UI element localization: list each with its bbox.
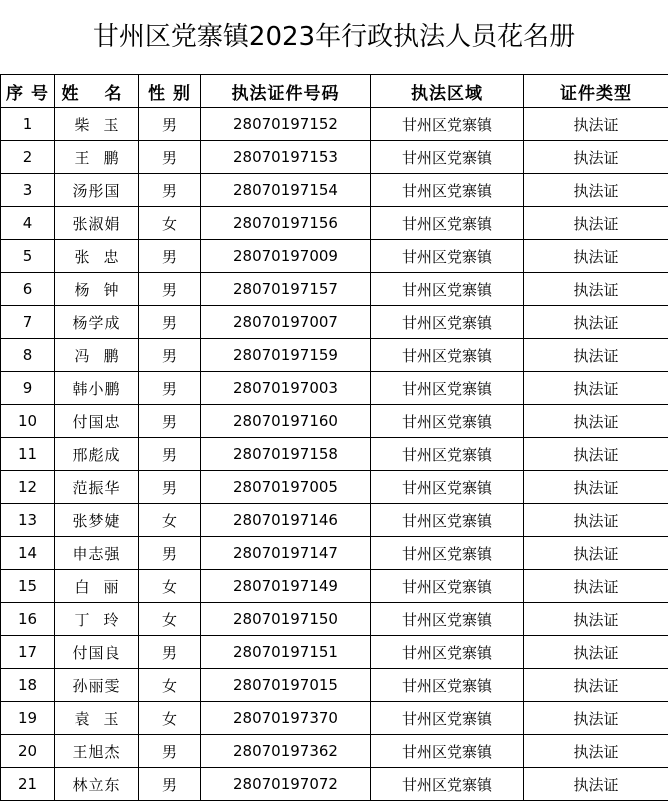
cert-no-cell: 28070197072 [201, 768, 371, 801]
name-cell: 丁玲 [55, 603, 139, 636]
cert-type-cell: 执法证 [524, 768, 668, 801]
area-cell: 甘州区党寨镇 [371, 471, 524, 504]
header-area: 执法区域 [371, 75, 524, 108]
cert-type-cell: 执法证 [524, 603, 668, 636]
table-row [1, 603, 668, 636]
area-cell: 甘州区党寨镇 [371, 372, 524, 405]
cert-no-cell: 28070197159 [201, 339, 371, 372]
seq-cell: 2 [1, 141, 55, 174]
gender-cell: 男 [139, 306, 201, 339]
header-row [1, 75, 668, 108]
gender-cell: 男 [139, 735, 201, 768]
cert-no-cell: 28070197158 [201, 438, 371, 471]
name-cell: 冯鹏 [55, 339, 139, 372]
cert-type-cell: 执法证 [524, 669, 668, 702]
gender-cell: 女 [139, 504, 201, 537]
seq-cell: 4 [1, 207, 55, 240]
name-cell: 邢彪成 [55, 438, 139, 471]
table-row [1, 240, 668, 273]
cert-type-cell: 执法证 [524, 207, 668, 240]
name-cell: 申志强 [55, 537, 139, 570]
name-cell: 柴玉 [55, 108, 139, 141]
seq-cell: 17 [1, 636, 55, 669]
cert-type-cell: 执法证 [524, 702, 668, 735]
cert-type-cell: 执法证 [524, 240, 668, 273]
name-cell: 王鹏 [55, 141, 139, 174]
seq-cell: 19 [1, 702, 55, 735]
cert-type-cell: 执法证 [524, 471, 668, 504]
header-cert-no: 执法证件号码 [201, 75, 371, 108]
area-cell: 甘州区党寨镇 [371, 141, 524, 174]
table-row [1, 372, 668, 405]
name-cell: 付国良 [55, 636, 139, 669]
name-cell: 林立东 [55, 768, 139, 801]
cert-type-cell: 执法证 [524, 504, 668, 537]
table-row [1, 207, 668, 240]
table-row [1, 669, 668, 702]
gender-cell: 男 [139, 471, 201, 504]
cert-no-cell: 28070197160 [201, 405, 371, 438]
area-cell: 甘州区党寨镇 [371, 339, 524, 372]
table-row [1, 174, 668, 207]
area-cell: 甘州区党寨镇 [371, 570, 524, 603]
cert-no-cell: 28070197370 [201, 702, 371, 735]
table-row [1, 471, 668, 504]
gender-cell: 男 [139, 405, 201, 438]
seq-cell: 1 [1, 108, 55, 141]
header-name: 姓 名 [55, 75, 139, 108]
seq-cell: 12 [1, 471, 55, 504]
cert-no-cell: 28070197007 [201, 306, 371, 339]
gender-cell: 男 [139, 273, 201, 306]
gender-cell: 男 [139, 108, 201, 141]
seq-cell: 15 [1, 570, 55, 603]
table-row [1, 537, 668, 570]
table-row [1, 306, 668, 339]
area-cell: 甘州区党寨镇 [371, 405, 524, 438]
area-cell: 甘州区党寨镇 [371, 537, 524, 570]
area-cell: 甘州区党寨镇 [371, 240, 524, 273]
cert-type-cell: 执法证 [524, 570, 668, 603]
name-cell: 白丽 [55, 570, 139, 603]
cert-no-cell: 28070197015 [201, 669, 371, 702]
gender-cell: 女 [139, 603, 201, 636]
area-cell: 甘州区党寨镇 [371, 174, 524, 207]
seq-cell: 9 [1, 372, 55, 405]
seq-cell: 16 [1, 603, 55, 636]
cert-no-cell: 28070197005 [201, 471, 371, 504]
document-title: 甘州区党寨镇2023年行政执法人员花名册 [0, 0, 668, 74]
area-cell: 甘州区党寨镇 [371, 207, 524, 240]
table-row [1, 702, 668, 735]
table-row [1, 141, 668, 174]
gender-cell: 男 [139, 537, 201, 570]
header-seq: 序 号 [1, 75, 55, 108]
gender-cell: 男 [139, 339, 201, 372]
cert-type-cell: 执法证 [524, 141, 668, 174]
cert-no-cell: 28070197149 [201, 570, 371, 603]
header-cert-type: 证件类型 [524, 75, 668, 108]
cert-type-cell: 执法证 [524, 636, 668, 669]
area-cell: 甘州区党寨镇 [371, 636, 524, 669]
name-cell: 王旭杰 [55, 735, 139, 768]
cert-type-cell: 执法证 [524, 405, 668, 438]
seq-cell: 14 [1, 537, 55, 570]
area-cell: 甘州区党寨镇 [371, 504, 524, 537]
area-cell: 甘州区党寨镇 [371, 273, 524, 306]
gender-cell: 男 [139, 141, 201, 174]
seq-cell: 11 [1, 438, 55, 471]
table-row [1, 570, 668, 603]
area-cell: 甘州区党寨镇 [371, 108, 524, 141]
seq-cell: 21 [1, 768, 55, 801]
gender-cell: 男 [139, 636, 201, 669]
cert-no-cell: 28070197147 [201, 537, 371, 570]
table-row [1, 108, 668, 141]
seq-cell: 7 [1, 306, 55, 339]
gender-cell: 男 [139, 174, 201, 207]
table-row [1, 405, 668, 438]
cert-no-cell: 28070197156 [201, 207, 371, 240]
name-cell: 张梦婕 [55, 504, 139, 537]
cert-no-cell: 28070197003 [201, 372, 371, 405]
cert-type-cell: 执法证 [524, 273, 668, 306]
cert-type-cell: 执法证 [524, 108, 668, 141]
cert-no-cell: 28070197362 [201, 735, 371, 768]
gender-cell: 女 [139, 570, 201, 603]
name-cell: 孙丽雯 [55, 669, 139, 702]
gender-cell: 男 [139, 240, 201, 273]
name-cell: 杨学成 [55, 306, 139, 339]
gender-cell: 女 [139, 702, 201, 735]
cert-type-cell: 执法证 [524, 372, 668, 405]
cert-no-cell: 28070197150 [201, 603, 371, 636]
area-cell: 甘州区党寨镇 [371, 669, 524, 702]
cert-type-cell: 执法证 [524, 438, 668, 471]
gender-cell: 女 [139, 669, 201, 702]
cert-type-cell: 执法证 [524, 339, 668, 372]
name-cell: 袁玉 [55, 702, 139, 735]
table-row [1, 339, 668, 372]
seq-cell: 20 [1, 735, 55, 768]
seq-cell: 13 [1, 504, 55, 537]
name-cell: 范振华 [55, 471, 139, 504]
seq-cell: 10 [1, 405, 55, 438]
name-cell: 汤彤国 [55, 174, 139, 207]
gender-cell: 女 [139, 207, 201, 240]
area-cell: 甘州区党寨镇 [371, 603, 524, 636]
roster-table [0, 74, 668, 801]
gender-cell: 男 [139, 372, 201, 405]
table-row [1, 438, 668, 471]
cert-type-cell: 执法证 [524, 306, 668, 339]
cert-no-cell: 28070197009 [201, 240, 371, 273]
name-cell: 杨钟 [55, 273, 139, 306]
area-cell: 甘州区党寨镇 [371, 702, 524, 735]
cert-type-cell: 执法证 [524, 735, 668, 768]
cert-no-cell: 28070197157 [201, 273, 371, 306]
gender-cell: 男 [139, 438, 201, 471]
cert-type-cell: 执法证 [524, 537, 668, 570]
seq-cell: 5 [1, 240, 55, 273]
roster-body [1, 108, 668, 801]
name-cell: 张忠 [55, 240, 139, 273]
table-row [1, 735, 668, 768]
area-cell: 甘州区党寨镇 [371, 768, 524, 801]
cert-no-cell: 28070197152 [201, 108, 371, 141]
seq-cell: 18 [1, 669, 55, 702]
cert-no-cell: 28070197153 [201, 141, 371, 174]
cert-type-cell: 执法证 [524, 174, 668, 207]
cert-no-cell: 28070197146 [201, 504, 371, 537]
cert-no-cell: 28070197151 [201, 636, 371, 669]
seq-cell: 8 [1, 339, 55, 372]
seq-cell: 3 [1, 174, 55, 207]
table-row [1, 768, 668, 801]
table-row [1, 636, 668, 669]
table-row [1, 273, 668, 306]
name-cell: 付国忠 [55, 405, 139, 438]
table-row [1, 504, 668, 537]
area-cell: 甘州区党寨镇 [371, 306, 524, 339]
area-cell: 甘州区党寨镇 [371, 438, 524, 471]
name-cell: 韩小鹏 [55, 372, 139, 405]
name-cell: 张淑娟 [55, 207, 139, 240]
area-cell: 甘州区党寨镇 [371, 735, 524, 768]
header-gender: 性 别 [139, 75, 201, 108]
seq-cell: 6 [1, 273, 55, 306]
gender-cell: 男 [139, 768, 201, 801]
cert-no-cell: 28070197154 [201, 174, 371, 207]
